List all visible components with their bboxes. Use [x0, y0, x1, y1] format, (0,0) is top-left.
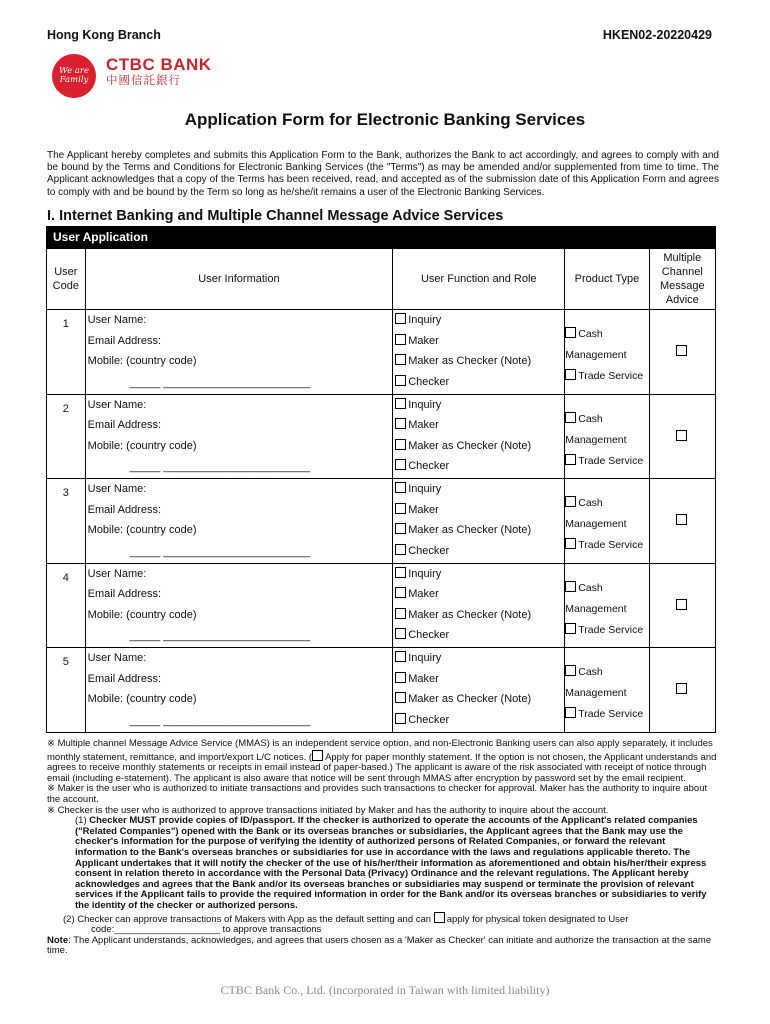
- table-header-row: [47, 249, 716, 310]
- role-option[interactable]: [393, 648, 564, 669]
- table-row: [47, 648, 716, 733]
- product-cash-line2: Management: [565, 349, 627, 361]
- role-checkbox[interactable]: [395, 567, 406, 578]
- note-mmas-text-a: Multiple channel Message Advice Service (MMAS) is an independent service option, and non-Electronic Banking users can also apply separately, it includes monthly statement, remittance, and import/export L/C notices. (: [47, 738, 713, 763]
- mmas-checkbox[interactable]: [676, 683, 687, 694]
- document-id: HKEN02-20220429: [602, 28, 712, 42]
- mobile-number-blank[interactable]: _____ ________________________: [129, 630, 311, 642]
- cash-management-checkbox[interactable]: [565, 581, 576, 592]
- role-label: Inquiry: [408, 398, 442, 411]
- product-cash[interactable]: [565, 578, 648, 599]
- role-option[interactable]: [393, 331, 564, 352]
- user-code: 2: [47, 394, 86, 479]
- mobile-field[interactable]: Mobile: (country code): [87, 693, 197, 705]
- mmas-cell: [649, 394, 715, 479]
- product-cash[interactable]: [565, 493, 648, 514]
- role-option[interactable]: [393, 436, 564, 457]
- role-label: Inquiry: [408, 483, 442, 495]
- role-checkbox[interactable]: [395, 713, 406, 724]
- role-label: Checker: [408, 629, 450, 641]
- role-label: Maker: [408, 672, 439, 685]
- note-mark: ※: [47, 738, 55, 749]
- branch-label: Hong Kong Branch: [47, 28, 161, 42]
- mobile-field[interactable]: Mobile: (country code): [87, 439, 197, 452]
- product-trade[interactable]: [565, 535, 648, 556]
- role-option[interactable]: [393, 541, 564, 562]
- note-checker-2-code: code:____________________ to approve transactions: [91, 924, 322, 936]
- role-option[interactable]: [393, 605, 564, 626]
- product-trade[interactable]: [565, 704, 648, 725]
- user-role-cell: [393, 479, 565, 564]
- cash-label: Cash: [578, 328, 603, 340]
- role-label: Maker as Checker (Note): [408, 693, 532, 705]
- notes-section: [47, 739, 719, 957]
- role-label: Checker: [408, 544, 450, 557]
- email-field[interactable]: Email Address:: [87, 334, 162, 347]
- mobile-number-blank[interactable]: _____ ________________________: [129, 545, 311, 558]
- trade-service-checkbox[interactable]: [565, 707, 576, 718]
- user-name-field[interactable]: User Name:: [87, 567, 147, 580]
- role-label: Maker as Checker (Note): [408, 439, 532, 452]
- product-trade[interactable]: [565, 620, 648, 641]
- role-option[interactable]: [393, 584, 564, 605]
- user-name-field[interactable]: User Name:: [87, 398, 147, 411]
- product-cash-line2: Management: [565, 602, 627, 615]
- role-label: Maker as Checker (Note): [408, 524, 532, 536]
- role-label: Maker: [408, 503, 439, 516]
- role-option[interactable]: [393, 689, 564, 710]
- role-checkbox[interactable]: [395, 692, 406, 703]
- paper-statement-checkbox[interactable]: [312, 750, 323, 761]
- cash-management-checkbox[interactable]: [565, 496, 576, 507]
- role-option[interactable]: [393, 625, 564, 646]
- role-option[interactable]: [393, 456, 564, 477]
- note-mark: ※: [47, 783, 55, 795]
- role-option[interactable]: [393, 500, 564, 521]
- cash-label: Cash: [578, 581, 603, 594]
- table-row: [47, 479, 716, 564]
- product-cash-line2: Management: [565, 433, 627, 446]
- logo-badge-text: We are Family: [59, 66, 89, 85]
- role-label: Maker: [408, 419, 439, 431]
- mobile-field[interactable]: Mobile: (country code): [87, 608, 197, 621]
- header-user-code: User Code: [47, 249, 86, 310]
- user-role-cell: [393, 563, 565, 648]
- user-code: 5: [47, 648, 86, 733]
- mmas-cell: [649, 479, 715, 564]
- role-checkbox[interactable]: [395, 398, 406, 409]
- table-row: [47, 310, 716, 395]
- user-code: 1: [47, 310, 86, 395]
- note-mmas-text-b: Apply for paper monthly statement. If the option is not chosen, the Applicant understands and agrees to receive monthly statements or receipts in email instead of paper-based.) The applicant is aware of the risk associated with receipt of notice through email (including e-statement). The applicant is also aware that notice will be sent through MMAS after encryption by password set by the email recipient.: [47, 751, 717, 784]
- bank-chinese-name: 中國信託銀行: [106, 75, 181, 87]
- role-label: Inquiry: [408, 652, 442, 664]
- trade-service-checkbox[interactable]: [565, 538, 576, 549]
- mmas-checkbox[interactable]: [676, 430, 687, 441]
- role-checkbox[interactable]: [395, 523, 406, 534]
- role-option[interactable]: [393, 372, 564, 393]
- mmas-checkbox[interactable]: [676, 514, 687, 525]
- role-option[interactable]: [393, 479, 564, 500]
- role-checkbox[interactable]: [395, 375, 406, 386]
- role-option[interactable]: [393, 395, 564, 416]
- note-checker-1: [47, 816, 719, 911]
- note-maker-as-checker: [47, 936, 719, 957]
- note-label: Note: [47, 934, 69, 946]
- product-cash-line2: Management: [565, 687, 627, 699]
- role-option[interactable]: [393, 669, 564, 690]
- role-checkbox[interactable]: [395, 313, 406, 324]
- role-checkbox[interactable]: [395, 418, 406, 429]
- mmas-cell: [649, 648, 715, 733]
- product-type-cell: [565, 394, 649, 479]
- role-option[interactable]: [393, 310, 564, 331]
- product-type-cell: [565, 479, 649, 564]
- user-name-field[interactable]: User Name:: [87, 483, 147, 495]
- role-checkbox[interactable]: [395, 587, 406, 598]
- mobile-field[interactable]: Mobile: (country code): [87, 355, 197, 367]
- user-name-field[interactable]: User Name:: [87, 314, 147, 326]
- trade-service-checkbox[interactable]: [565, 369, 576, 380]
- note-mmas: [47, 739, 719, 784]
- role-option[interactable]: [393, 710, 564, 731]
- note-checker-text: Checker is the user who is authorized to approve transactions initiated by Maker and has the authority to inquire about the account.: [57, 804, 609, 816]
- email-field[interactable]: Email Address:: [87, 672, 162, 685]
- role-option[interactable]: [393, 520, 564, 541]
- role-label: Inquiry: [408, 567, 442, 580]
- trade-label: Trade Service: [578, 708, 644, 720]
- role-label: Maker as Checker (Note): [408, 608, 532, 621]
- email-field[interactable]: Email Address:: [87, 503, 162, 516]
- role-label: Maker: [408, 588, 439, 600]
- user-code: 4: [47, 563, 86, 648]
- note-checker-2-text-a: (2) Checker can approve transactions of Makers with App as the default setting and can: [63, 913, 434, 925]
- mobile-field[interactable]: Mobile: (country code): [87, 524, 197, 536]
- user-information-cell: [85, 479, 393, 564]
- note-checker-1-text: Checker MUST provide copies of ID/passport. If the checker is authorized to operate the accounts of the Applicant's related companies ("Related Companies") opened with the Bank or its overseas branches or subsidiaries, the Applicant agrees that the Bank may use the checker's information for the purpose of verifying the identity of authorized persons of Related Companies, or forward the relevant information to the Bank's overseas branches or subsidiaries for use in accordance with the laws and regulations applicable thereto. The Applicant undertakes that it will notify the checker of the use of his/her/their information as aforementioned and obtain his/her/their express consent in relation thereto in accordance with the Personal Data (Privacy) Ordinance and the relevant regulations. The Applicant hereby acknowledges and agrees that the Bank and/or its overseas branches or subsidiaries may suspend or terminate the provision of relevant services if the Applicant fails to provide the required information in order for the Bank and/or its overseas branches or subsidiaries to verify the identity of the checker or authorized persons.: [75, 815, 707, 911]
- user-role-cell: [393, 394, 565, 479]
- footer-text: CTBC Bank Co., Ltd. (incorporated in Taiwan with limited liability): [220, 983, 550, 997]
- cash-management-checkbox[interactable]: [565, 327, 576, 338]
- note-checker-1-prefix: (1): [75, 815, 90, 827]
- trade-label: Trade Service: [578, 623, 644, 636]
- trade-label: Trade Service: [578, 454, 644, 467]
- product-trade[interactable]: [565, 366, 648, 387]
- mmas-checkbox[interactable]: [676, 345, 687, 356]
- role-label: Checker: [408, 460, 450, 472]
- role-checkbox[interactable]: [395, 439, 406, 450]
- cash-label: Cash: [578, 497, 603, 509]
- note-maker-text: Maker is the user who is authorized to initiate transactions and provides such transactions to checker for approval. Maker has the authority to inquire about the account.: [47, 783, 708, 805]
- note-text: : The Applicant understands, acknowledges, and agrees that users chosen as a 'Maker as Checker' can initiate and authorize the transaction at the same time.: [47, 934, 712, 957]
- bank-name: CTBC BANK: [106, 55, 212, 74]
- physical-token-checkbox[interactable]: [434, 912, 445, 923]
- bank-logo-badge: [52, 54, 96, 98]
- note-checker-2-text-b: apply for physical token designated to User: [446, 913, 629, 925]
- product-type-cell: [565, 310, 649, 395]
- table-row: [47, 394, 716, 479]
- bank-logo: [106, 56, 212, 88]
- role-checkbox[interactable]: [395, 672, 406, 683]
- role-checkbox[interactable]: [395, 544, 406, 555]
- product-cash-line2: Management: [565, 518, 627, 530]
- role-option[interactable]: [393, 415, 564, 436]
- role-label: Maker: [408, 334, 439, 347]
- role-checkbox[interactable]: [395, 459, 406, 470]
- user-information-cell: [85, 563, 393, 648]
- user-application-table: [46, 248, 716, 733]
- role-label: Checker: [408, 713, 450, 726]
- product-cash[interactable]: [565, 662, 648, 683]
- user-information-cell: [85, 394, 393, 479]
- role-checkbox[interactable]: [395, 503, 406, 514]
- note-maker: [47, 784, 719, 805]
- mmas-cell: [649, 310, 715, 395]
- role-checkbox[interactable]: [395, 334, 406, 345]
- mobile-number-blank[interactable]: _____ ________________________: [129, 714, 311, 727]
- role-option[interactable]: [393, 351, 564, 372]
- trade-label: Trade Service: [578, 539, 644, 551]
- product-type-cell: [565, 648, 649, 733]
- email-field[interactable]: Email Address:: [87, 588, 162, 600]
- cash-management-checkbox[interactable]: [565, 412, 576, 423]
- mobile-number-blank[interactable]: _____ ________________________: [129, 461, 311, 473]
- role-checkbox[interactable]: [395, 482, 406, 493]
- cash-management-checkbox[interactable]: [565, 665, 576, 676]
- product-cash[interactable]: [565, 409, 648, 430]
- role-label: Inquiry: [408, 314, 442, 326]
- note-checker-2: [47, 912, 719, 936]
- role-label: Maker as Checker (Note): [408, 355, 532, 367]
- mobile-number-blank[interactable]: _____ ________________________: [129, 376, 311, 389]
- user-code: 3: [47, 479, 86, 564]
- header-user-information: User Information: [85, 249, 393, 310]
- trade-service-checkbox[interactable]: [565, 454, 576, 465]
- role-option[interactable]: [393, 564, 564, 585]
- product-type-cell: [565, 563, 649, 648]
- header-user-function-role: User Function and Role: [393, 249, 565, 310]
- role-checkbox[interactable]: [395, 628, 406, 639]
- user-role-cell: [393, 310, 565, 395]
- mmas-checkbox[interactable]: [676, 599, 687, 610]
- user-role-cell: [393, 648, 565, 733]
- user-information-cell: [85, 648, 393, 733]
- role-checkbox[interactable]: [395, 354, 406, 365]
- intro-paragraph: The Applicant hereby completes and submits this Application Form to the Bank, authorizes the Bank to act accordingly, and agrees to comply with and be bound by the Terms and Conditions for Electronic Banking Services (the "Terms") as may be amended and/or supplemented from time to time. The Applicant acknowledges that a copy of the Terms has been received, read, and accepted as of the submission date of this Application Form and agrees to comply with and be bound by the Term so long as he/she/it remains a user of the Electronic Banking Services.: [47, 150, 719, 198]
- cash-label: Cash: [578, 412, 603, 425]
- user-application-bar: User Application: [46, 226, 716, 248]
- role-checkbox[interactable]: [395, 651, 406, 662]
- note-mark: ※: [47, 804, 55, 816]
- form-title: Application Form for Electronic Banking Services: [184, 110, 586, 129]
- trade-label: Trade Service: [578, 370, 644, 382]
- header-product-type: Product Type: [565, 249, 649, 310]
- email-field[interactable]: Email Address:: [87, 419, 162, 431]
- user-name-field[interactable]: User Name:: [87, 652, 147, 664]
- table-row: [47, 563, 716, 648]
- role-label: Checker: [408, 375, 450, 388]
- header-mmas: Multiple Channel Message Advice: [649, 249, 715, 310]
- user-information-cell: [85, 310, 393, 395]
- section-title: I. Internet Banking and Multiple Channel Message Advice Services: [47, 208, 504, 224]
- cash-label: Cash: [578, 666, 603, 678]
- trade-service-checkbox[interactable]: [565, 623, 576, 634]
- product-cash[interactable]: [565, 324, 648, 345]
- role-checkbox[interactable]: [395, 608, 406, 619]
- mmas-cell: [649, 563, 715, 648]
- product-trade[interactable]: [565, 451, 648, 472]
